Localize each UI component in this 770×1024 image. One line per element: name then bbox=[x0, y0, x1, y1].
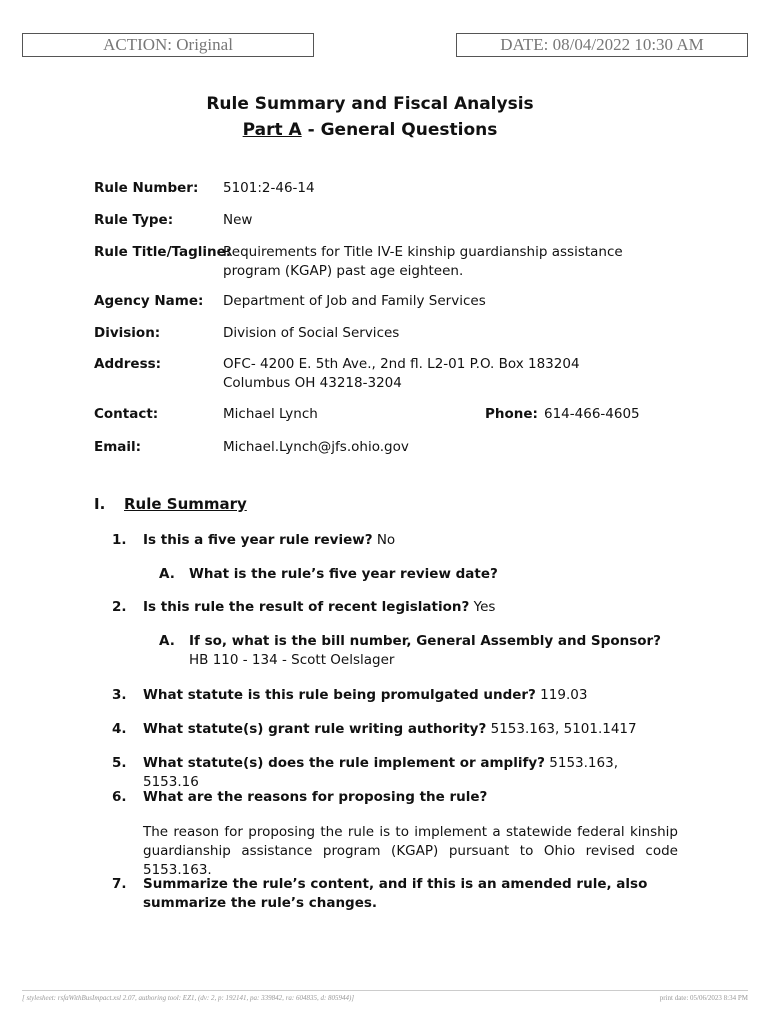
question-number: 4. bbox=[112, 721, 127, 737]
email-value: Michael.Lynch@jfs.ohio.gov bbox=[223, 439, 409, 455]
question-2a bbox=[189, 632, 679, 670]
contact-label: Contact: bbox=[94, 406, 159, 422]
rule-title-label: Rule Title/Tagline: bbox=[94, 244, 232, 260]
agency-name-value: Department of Job and Family Services bbox=[223, 293, 486, 309]
agency-name-label: Agency Name: bbox=[94, 293, 204, 309]
question-text: If so, what is the bill number, General Assembly and Sponsor? bbox=[189, 633, 662, 649]
question-7 bbox=[143, 875, 678, 913]
question-2 bbox=[143, 598, 678, 617]
question-text: What statute is this rule being promulgated under? bbox=[143, 687, 536, 703]
question-number: 7. bbox=[112, 876, 127, 892]
division-label: Division: bbox=[94, 325, 161, 341]
subquestion-letter: A. bbox=[159, 633, 175, 649]
question-number: 3. bbox=[112, 687, 127, 703]
answer-paragraph: The reason for proposing the rule is to implement a statewide federal kinship guardianship assistance program (KGAP) pursuant to Ohio revised code 5153.163. bbox=[143, 824, 678, 878]
date-box: DATE: 08/04/2022 10:30 AM bbox=[456, 33, 748, 57]
question-text: What is the rule’s five year review date? bbox=[189, 566, 498, 582]
contact-value: Michael Lynch bbox=[223, 406, 318, 422]
question-number: 2. bbox=[112, 599, 127, 615]
question-number: 6. bbox=[112, 789, 127, 805]
answer-text: HB 110 - 134 - Scott Oelslager bbox=[189, 652, 395, 668]
question-number: 1. bbox=[112, 532, 127, 548]
question-text: What statute(s) does the rule implement or amplify? bbox=[143, 755, 545, 771]
question-4 bbox=[143, 720, 678, 739]
question-5 bbox=[143, 754, 678, 792]
question-text: What are the reasons for proposing the rule? bbox=[143, 789, 488, 805]
question-3 bbox=[143, 686, 678, 705]
rule-title-value: Requirements for Title IV-E kinship guardianship assistance program (KGAP) past age eighteen. bbox=[223, 244, 623, 279]
subtitle-rest: - General Questions bbox=[301, 120, 498, 140]
section-numeral: I. bbox=[94, 495, 106, 513]
question-text: Is this rule the result of recent legislation? bbox=[143, 599, 470, 615]
answer-text: 5153.163, 5153.16 bbox=[143, 755, 618, 790]
section-title: Rule Summary bbox=[124, 495, 247, 513]
answer-text: 5153.163, 5101.1417 bbox=[486, 721, 637, 737]
question-number: 5. bbox=[112, 755, 127, 771]
rule-number-label: Rule Number: bbox=[94, 180, 199, 196]
part-label: Part A bbox=[242, 120, 302, 140]
question-text: What statute(s) grant rule writing authority? bbox=[143, 721, 487, 737]
email-label: Email: bbox=[94, 439, 142, 455]
footer-print-date: print date: 05/06/2023 8:34 PM bbox=[659, 994, 748, 1002]
question-6 bbox=[143, 788, 678, 807]
action-status-box: ACTION: Original bbox=[22, 33, 314, 57]
phone-value: 614-466-4605 bbox=[544, 406, 640, 422]
question-text: Is this a five year rule review? bbox=[143, 532, 373, 548]
answer-text: Yes bbox=[469, 599, 496, 615]
document-subtitle bbox=[0, 120, 740, 140]
answer-text: 119.03 bbox=[535, 687, 588, 703]
rule-number-value: 5101:2-46-14 bbox=[223, 180, 315, 196]
question-text: Summarize the rule’s content, and if this is an amended rule, also summarize the rule’s changes. bbox=[143, 876, 648, 911]
document-title: Rule Summary and Fiscal Analysis bbox=[206, 94, 534, 114]
division-value: Division of Social Services bbox=[223, 325, 400, 341]
footer-divider bbox=[22, 990, 748, 991]
question-1 bbox=[143, 531, 678, 550]
address-label: Address: bbox=[94, 356, 162, 372]
address-value: OFC- 4200 E. 5th Ave., 2nd fl. L2-01 P.O. Box 183204 Columbus OH 43218-3204 bbox=[223, 356, 580, 391]
phone-label: Phone: bbox=[485, 406, 538, 422]
footer-stylesheet-info: [ stylesheet: rsfaWithBusImpact.xsl 2.07, authoring tool: EZ1, (dv: 2, p: 192141, pa: 339842, ra: 604835, d: 805944)] bbox=[22, 994, 355, 1002]
rule-type-label: Rule Type: bbox=[94, 212, 174, 228]
subquestion-letter: A. bbox=[159, 566, 175, 582]
answer-text: No bbox=[372, 532, 396, 548]
rule-type-value: New bbox=[223, 212, 253, 228]
question-1a bbox=[189, 565, 679, 584]
